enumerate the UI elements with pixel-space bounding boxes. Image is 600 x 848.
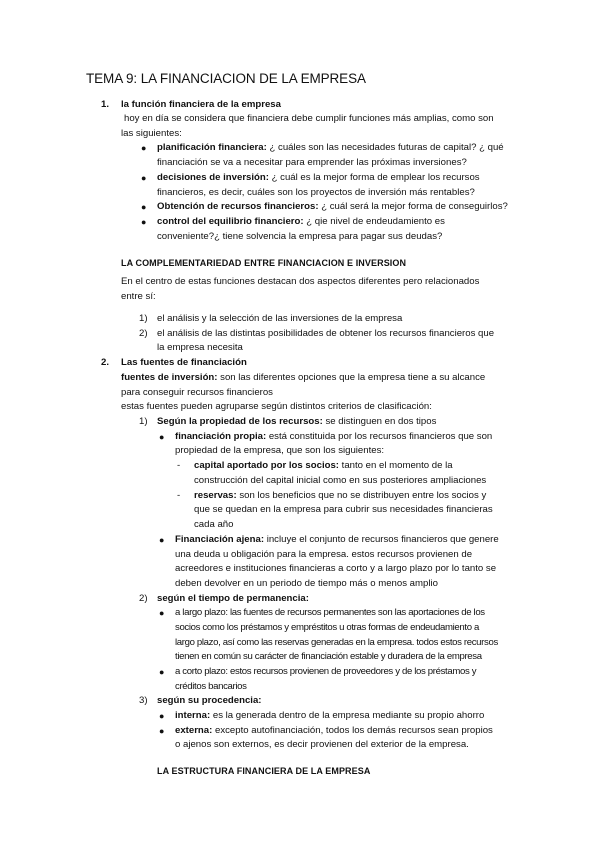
criterion-3-heading: según su procedencia: bbox=[157, 695, 262, 706]
dash-icon: - bbox=[177, 460, 181, 471]
criteria-line: estas fuentes pueden agruparse según distintos criterios de clasificación: bbox=[121, 401, 432, 412]
item-financiacion-propia: financiación propia: está constituida por los recursos financieros que son bbox=[175, 431, 493, 442]
bullet-icon: ● bbox=[141, 143, 147, 153]
item-capital-aportado-cont: construcción del capital inicial como en sus posteriores ampliaciones bbox=[194, 475, 487, 486]
list-item-decisiones-cont: financieros, es decir, cuáles son los proyectos de inversión más rentables? bbox=[157, 187, 475, 198]
item-reservas: reservas: son los beneficios que no se distribuyen entre los socios y bbox=[194, 490, 487, 501]
bullet-icon: ● bbox=[159, 711, 165, 721]
criterion-1-number: 1) bbox=[139, 416, 148, 427]
item-largo-plazo-cont3: tienen en común su carácter de financiación estable y duradera de la empresa bbox=[175, 651, 482, 662]
dash-icon: - bbox=[177, 490, 181, 501]
section-1-heading: la función financiera de la empresa bbox=[121, 99, 281, 110]
bullet-icon: ● bbox=[141, 217, 147, 227]
item-largo-plazo-cont1: socios como los préstamos y empréstitos u otras formas de endeudamiento a bbox=[175, 622, 479, 633]
section-2-heading: Las fuentes de financiación bbox=[121, 357, 247, 368]
item-capital-aportado: capital aportado por los socios: tanto en el momento de la bbox=[194, 460, 453, 471]
section-1-intro-line2: las siguientes: bbox=[121, 128, 182, 139]
bullet-icon: ● bbox=[159, 608, 165, 618]
numbered-item-1-number: 1) bbox=[139, 313, 148, 324]
item-largo-plazo: a largo plazo: las fuentes de recursos permanentes son las aportaciones de los bbox=[175, 607, 485, 618]
paragraph-line1: En el centro de estas funciones destacan dos aspectos diferentes pero relacionados bbox=[121, 276, 480, 287]
bullet-icon: ● bbox=[141, 202, 147, 212]
list-item-obtencion: Obtención de recursos financieros: ¿ cuál será la mejor forma de conseguirlos? bbox=[157, 201, 508, 212]
bullet-icon: ● bbox=[159, 535, 165, 545]
item-largo-plazo-cont2: largo plazo, así como las reservas generadas en la empresa. todos estos recursos bbox=[175, 637, 498, 648]
item-financiacion-propia-cont: propiedad de la empresa, que son los siguientes: bbox=[175, 445, 385, 456]
item-financiacion-ajena-cont1: una deuda u obligación para la empresa. estos recursos provienen de bbox=[175, 549, 473, 560]
item-financiacion-ajena-cont2: acreedores e instituciones financieras a corto y a largo plazo por lo tanto se bbox=[175, 563, 497, 574]
numbered-item-1-text: el análisis y la selección de las inversiones de la empresa bbox=[157, 313, 403, 324]
subheading-complementariedad: LA COMPLEMENTARIEDAD ENTRE FINANCIACION E INVERSION bbox=[121, 258, 407, 268]
definition-line1: fuentes de inversión: son las diferentes opciones que la empresa tiene a su alcance bbox=[121, 372, 486, 383]
section-2-number: 2. bbox=[101, 357, 110, 368]
item-corto-plazo-cont: créditos bancarios bbox=[175, 681, 247, 692]
numbered-item-2-text: el análisis de las distintas posibilidades de obtener los recursos financieros que bbox=[157, 328, 495, 339]
item-financiacion-ajena: Financiación ajena: incluye el conjunto de recursos financieros que genere bbox=[175, 534, 499, 545]
item-externa-cont: o ajenos son externos, es decir provienen del exterior de la empresa. bbox=[175, 739, 469, 750]
list-item-planificacion: planificación financiera: ¿ cuáles son las necesidades futuras de capital? ¿ qué bbox=[157, 142, 504, 153]
page-title: TEMA 9: LA FINANCIACION DE LA EMPRESA bbox=[86, 71, 366, 86]
bullet-icon: ● bbox=[141, 173, 147, 183]
item-reservas-cont2: cada año bbox=[194, 519, 234, 530]
definition-line2: para conseguir recursos financieros bbox=[121, 387, 273, 398]
bullet-icon: ● bbox=[159, 726, 165, 736]
subheading-estructura: LA ESTRUCTURA FINANCIERA DE LA EMPRESA bbox=[157, 766, 371, 776]
item-externa: externa: excepto autofinanciación, todos los demás recursos sean propios bbox=[175, 725, 493, 736]
criterion-3-number: 3) bbox=[139, 695, 148, 706]
bullet-icon: ● bbox=[159, 432, 165, 442]
item-reservas-cont1: que se quedan en la empresa para cubrir sus necesidades financieras bbox=[194, 504, 493, 515]
item-financiacion-ajena-cont3: deben devolver en un periodo de tiempo más o menos amplio bbox=[175, 578, 438, 589]
paragraph-line2: entre sí: bbox=[121, 291, 156, 302]
bullet-icon: ● bbox=[159, 667, 165, 677]
criterion-2-number: 2) bbox=[139, 593, 148, 604]
section-1-number: 1. bbox=[101, 99, 110, 110]
section-1-intro-line1: hoy en día se considera que financiera debe cumplir funciones más amplias, como son bbox=[124, 113, 494, 124]
list-item-control: control del equilibrio financiero: ¿ qie nivel de endeudamiento es bbox=[157, 216, 445, 227]
item-interna: interna: es la generada dentro de la empresa mediante su propio ahorro bbox=[175, 710, 485, 721]
list-item-decisiones: decisiones de inversión: ¿ cuál es la mejor forma de emplear los recursos bbox=[157, 172, 480, 183]
item-corto-plazo: a corto plazo: estos recursos provienen de proveedores y de los préstamos y bbox=[175, 666, 477, 677]
criterion-1-text: Según la propiedad de los recursos: se distinguen en dos tipos bbox=[157, 416, 437, 427]
numbered-item-2-cont: la empresa necesita bbox=[157, 342, 243, 353]
list-item-control-cont: conveniente?¿ tiene solvencia la empresa para pagar sus deudas? bbox=[157, 231, 443, 242]
criterion-2-heading: según el tiempo de permanencia: bbox=[157, 593, 309, 604]
numbered-item-2-number: 2) bbox=[139, 328, 148, 339]
list-item-planificacion-cont: financiación se va a necesitar para emprender las próximas inversiones? bbox=[157, 157, 467, 168]
